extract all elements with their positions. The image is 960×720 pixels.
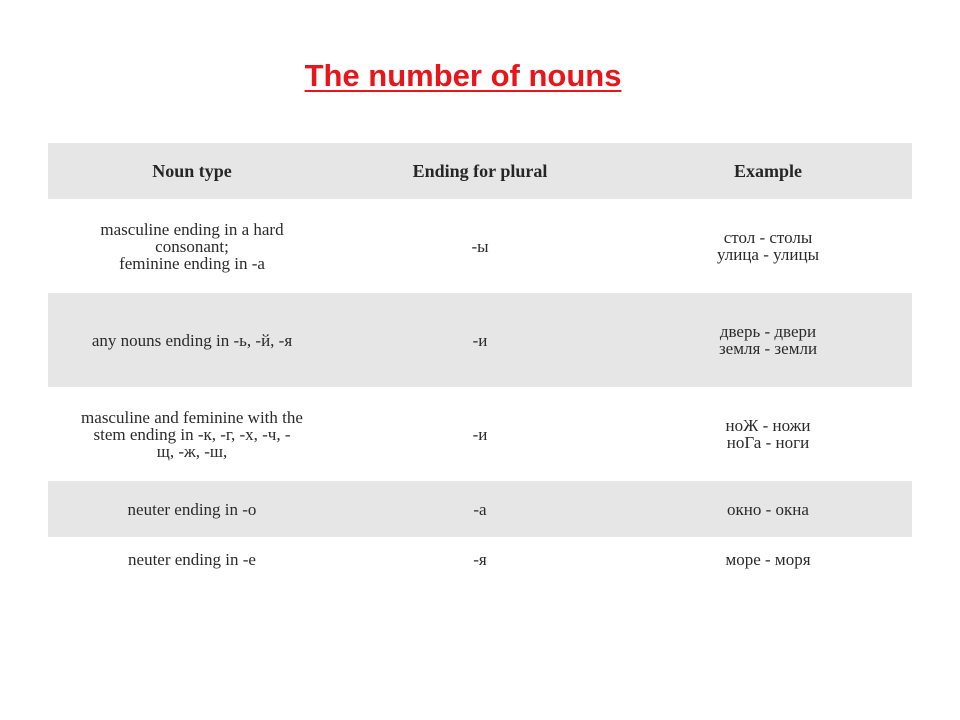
noun-type-line: masculine ending in a hard — [100, 219, 284, 239]
table-header-row — [48, 143, 912, 199]
table-row — [48, 199, 912, 293]
header-noun-type: Noun type — [48, 143, 336, 199]
noun-type-line: neuter ending in -о — [127, 499, 257, 519]
example-line: море - моря — [725, 550, 811, 569]
noun-type-line: stem ending in -к, -г, -х, -ч, - — [93, 424, 291, 444]
noun-number-table — [48, 143, 912, 595]
noun-type-cell — [48, 481, 336, 537]
noun-type-cell — [48, 537, 336, 595]
plural-ending-cell: -ы — [471, 236, 489, 256]
example-line: ноЖ - ножи — [725, 416, 811, 435]
plural-ending-cell: -и — [472, 424, 488, 444]
noun-type-line: neuter ending in -е — [128, 550, 256, 569]
header-example: Example — [624, 143, 912, 199]
plural-ending-cell: -а — [336, 481, 624, 537]
example-line: окно - окна — [727, 499, 809, 519]
noun-type-line: consonant; — [155, 236, 229, 256]
plural-ending-cell: -и — [336, 293, 624, 387]
plural-ending-cell: -я — [473, 550, 487, 569]
example-line: улица - улицы — [717, 245, 819, 264]
noun-type-line: щ, -ж, -ш, — [156, 441, 228, 461]
noun-type-line: any nouns ending in -ь, -й, -я — [91, 330, 293, 350]
example-line: стол - столы — [723, 228, 813, 247]
page-title-text: The number of nouns — [304, 58, 622, 93]
noun-type-line: feminine ending in -а — [119, 253, 265, 273]
example-cell — [624, 293, 912, 387]
table-row — [48, 293, 912, 387]
table-row — [48, 481, 912, 537]
table-row — [48, 387, 912, 481]
example-cell — [624, 537, 912, 595]
noun-type-line: masculine and feminine with the — [81, 407, 303, 427]
example-line: дверь - двери — [719, 322, 817, 341]
table-row — [48, 537, 912, 595]
noun-type-cell — [48, 387, 336, 481]
example-cell — [624, 481, 912, 537]
noun-type-cell — [48, 199, 336, 293]
example-cell — [624, 199, 912, 293]
header-ending-for-plural: Ending for plural — [336, 143, 624, 199]
noun-type-cell — [48, 293, 336, 387]
example-line: ноГа - ноги — [726, 433, 810, 452]
example-cell — [624, 387, 912, 481]
page-title — [0, 52, 926, 100]
example-line: земля - земли — [718, 339, 818, 358]
